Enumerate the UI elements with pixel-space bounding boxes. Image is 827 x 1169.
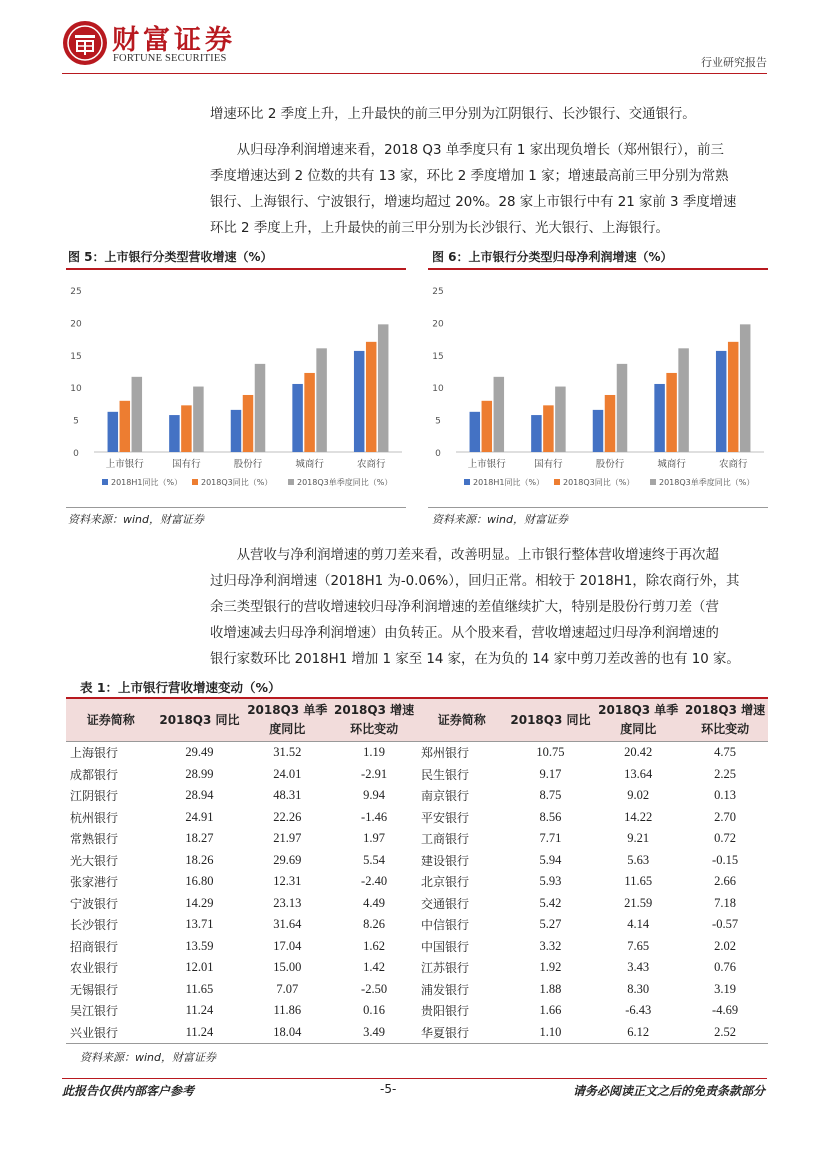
fig5-legend-label: 2018H1同比（%） [111,478,183,487]
value-cell: 28.94 [185,788,214,803]
figure-5-bottom-rule [66,507,406,508]
paragraph-line: 季度增速达到 2 位数的共有 13 家，环比 2 季度增加 1 家；增速最高前三甲分别为常熟 [210,169,729,184]
table-row [66,979,768,1001]
table-row [66,893,768,915]
fig6-legend-swatch [650,479,656,485]
value-cell: 1.92 [539,960,562,975]
value-cell: 3.49 [363,1024,385,1039]
fig6-bar [678,348,689,452]
value-cell: 5.63 [627,852,650,867]
value-cell: 48.31 [273,788,302,803]
bank-name-cell: 无锡银行 [70,982,119,997]
value-cell: 7.18 [714,895,736,910]
fig5-bar [255,364,266,452]
fig6-legend-label: 2018H1同比（%） [473,478,545,487]
value-cell: 10.75 [536,745,565,760]
value-cell: 4.49 [363,895,385,910]
fig5-y-tick-label: 25 [70,287,82,297]
paragraph-line: 增速环比 2 季度上升，上升最快的前三甲分别为江阴银行、长沙银行、交通银行。 [210,107,696,122]
value-cell: 2.52 [714,1024,736,1039]
value-cell: 3.32 [539,938,562,953]
value-cell: 16.80 [185,874,214,889]
fig5-bar [354,351,365,452]
value-cell: 0.16 [363,1003,385,1018]
paragraph-1 [210,102,760,128]
bank-name-cell: 成都银行 [70,767,119,782]
value-cell: 1.97 [363,831,385,846]
value-cell: 2.25 [714,766,736,781]
value-cell: 22.26 [273,809,302,824]
fig5-legend-swatch [288,479,294,485]
paragraph-2 [210,138,760,242]
fig6-bar [605,395,616,452]
figure-5-chart [66,272,406,502]
value-cell: 6.12 [627,1024,650,1039]
value-cell: 8.75 [539,788,562,803]
bank-name-cell: 光大银行 [70,853,119,868]
fig5-y-tick-label: 0 [73,449,79,459]
table-row [66,914,768,936]
paragraph-line: 余三类型银行的营收增速较归母净利润增速的差值继续扩大，特别是股份行剪刀差（营 [210,600,719,615]
value-cell: 11.24 [185,1024,214,1039]
value-cell: 13.59 [185,938,214,953]
fig5-category-label: 上市银行 [105,459,144,470]
value-cell: 5.42 [539,895,562,910]
value-cell: 17.04 [273,938,302,953]
table-row [66,1022,768,1044]
value-cell: 11.24 [185,1003,214,1018]
bank-name-cell: 平安银行 [420,810,469,825]
value-cell: -4.69 [712,1003,739,1018]
value-cell: 31.64 [273,917,302,932]
paragraph-line: 从营收与净利润增速的剪刀差来看，改善明显。上市银行整体营收增速终于再次超 [210,548,719,563]
value-cell: 29.49 [185,745,214,760]
figure-5-top-rule [66,268,406,270]
fig6-legend-swatch [464,479,470,485]
fig6-category-label: 城商行 [657,459,686,470]
value-cell: 8.56 [539,809,562,824]
report-type-label: 行业研究报告 [701,56,767,69]
bank-name-cell: 郑州银行 [420,746,469,761]
value-cell: 9.94 [363,788,385,803]
paragraph-line: 银行家数环比 2018H1 增加 1 家至 14 家，在为负的 14 家中剪刀差改善的也有 10 家。 [210,652,740,667]
value-cell: 4.75 [714,745,736,760]
fig6-legend-swatch [554,479,560,485]
paragraph-3 [210,543,760,673]
value-cell: -2.91 [361,766,388,781]
fig5-category-label: 农商行 [356,459,386,470]
fig6-y-tick-label: 10 [432,384,444,395]
value-cell: 3.19 [714,981,736,996]
fig5-bar [231,410,242,452]
fig5-bar [366,342,377,452]
value-cell: -1.46 [361,809,388,824]
fig5-bar [378,324,389,452]
table-row [66,785,768,807]
value-cell: 1.10 [539,1024,562,1039]
footer-notice: 请务必阅读正文之后的免责条款部分 [572,1084,765,1098]
paragraph-line: 环比 2 季度上升，上升最快的前三甲分别为长沙银行、光大银行、上海银行。 [210,221,669,236]
fig5-bar [304,373,315,452]
table-1-source: 资料来源：wind，财富证券 [80,1051,217,1064]
value-cell: 18.04 [273,1024,302,1039]
brand-name-cn: 财富证券 [112,25,236,56]
brand-name-en: FORTUNE SECURITIES [113,53,227,64]
value-cell: 21.97 [273,831,302,846]
paragraph-line: 银行、上海银行、宁波银行，增速均超过 20%。28 家上市银行中有 21 家前 3 季度增速 [210,195,737,210]
value-cell: 13.71 [185,917,214,932]
value-cell: 5.94 [539,852,562,867]
fig5-bar [193,387,204,452]
table-header-row [66,698,768,742]
value-cell: 5.27 [539,917,562,932]
bank-name-cell: 中信银行 [420,918,469,933]
table-row [66,936,768,958]
paragraph-line: 过归母净利润增速（2018H1 为-0.06%），回归正常。相较于 2018H1，除农商行外，其 [210,574,740,589]
fig6-bar [482,401,493,452]
table-row [66,871,768,893]
value-cell: 7.65 [627,938,650,953]
company-logo-icon [62,20,108,66]
fig5-y-tick-label: 5 [73,416,79,427]
bank-name-cell: 交通银行 [420,896,469,911]
bank-name-cell: 长沙银行 [70,918,119,933]
bank-name-cell: 华夏银行 [420,1025,469,1040]
value-cell: 1.66 [539,1003,562,1018]
fig5-bar [120,401,131,452]
fig5-legend-swatch [102,479,108,485]
value-cell: 5.54 [363,852,385,867]
value-cell: 7.71 [539,831,562,846]
fig5-bar [243,395,254,452]
fig6-bar [494,377,505,452]
value-cell: 0.72 [714,831,736,846]
value-cell: 15.00 [273,960,302,975]
value-cell: 4.14 [627,917,650,932]
table-row [66,828,768,850]
value-cell: 21.59 [624,895,653,910]
table-header-cell: 证券简称 [66,698,156,742]
bank-name-cell: 北京银行 [420,875,469,890]
value-cell: 3.43 [627,960,650,975]
paragraph-line: 收增速减去归母净利润增速）由负转正。从个股来看，营收增速超过归母净利润增速的 [210,626,719,641]
fig5-bar [108,412,119,452]
page-number: -5- [380,1082,397,1096]
table-row [66,807,768,829]
fig6-bar [728,342,739,452]
table-row [66,742,768,764]
fig5-bar [316,348,327,452]
value-cell: 1.19 [363,745,385,760]
bank-name-cell: 上海银行 [70,746,119,761]
bank-name-cell: 农业银行 [70,961,119,976]
header-divider [62,73,767,74]
fig6-y-tick-label: 20 [432,319,444,330]
value-cell: 7.07 [276,981,299,996]
footer-disclaimer: 此报告仅供内部客户参考 [62,1084,195,1098]
fig6-bar [617,364,628,452]
value-cell: 8.30 [627,981,650,996]
table-row [66,850,768,872]
bank-name-cell: 吴江银行 [70,1004,119,1019]
value-cell: 5.93 [539,874,562,889]
figure-5-title: 图 5：上市银行分类型营收增速（%） [68,250,273,264]
fig6-y-tick-label: 0 [435,449,441,459]
fig5-bar [132,377,143,452]
table-header-cell: 证券简称 [417,698,507,742]
bank-name-cell: 兴业银行 [70,1025,119,1040]
value-cell: 9.02 [627,788,650,803]
fig6-bar [555,387,566,452]
fig5-legend-label: 2018Q3单季度同比（%） [297,478,393,487]
value-cell: -2.40 [361,874,388,889]
bank-name-cell: 浦发银行 [420,982,469,997]
fig5-legend-swatch [192,479,198,485]
value-cell: 24.01 [273,766,302,781]
figure-6-chart [428,272,768,502]
value-cell: -0.15 [712,852,739,867]
value-cell: 8.26 [363,917,385,932]
table-header-cell: 2018Q3 增速环比变动 [682,698,768,742]
figure-6-top-rule [428,268,768,270]
value-cell: 1.88 [539,981,562,996]
data-table [66,697,768,1044]
value-cell: 18.26 [185,852,214,867]
value-cell: 2.70 [714,809,736,824]
value-cell: 2.02 [714,938,736,953]
table-row [66,1000,768,1022]
fig5-y-tick-label: 10 [70,384,82,395]
table-header-cell: 2018Q3 增速环比变动 [331,698,417,742]
fig6-category-label: 上市银行 [467,459,506,470]
figure-6-bottom-rule [428,507,768,508]
value-cell: 14.22 [624,809,653,824]
fig6-bar [666,373,677,452]
bank-name-cell: 江阴银行 [70,789,119,804]
footer-divider [62,1078,767,1079]
bank-name-cell: 张家港行 [70,875,119,890]
fig6-category-label: 股份行 [595,459,625,470]
paragraph-line: 从归母净利润增速来看，2018 Q3 单季度只有 1 家出现负增长（郑州银行），前三 [210,143,724,158]
value-cell: 20.42 [624,745,653,760]
table-header-cell: 2018Q3 同比 [507,698,595,742]
fig6-bar [740,324,751,452]
value-cell: -2.50 [361,981,388,996]
value-cell: 0.76 [714,960,736,975]
value-cell: 13.64 [624,766,653,781]
value-cell: 1.42 [363,960,385,975]
figure-5-source: 资料来源：wind，财富证券 [68,513,205,526]
table-1-title: 表 1：上市银行营收增速变动（%） [80,680,281,695]
bank-name-cell: 建设银行 [420,853,469,868]
fig6-bar [470,412,481,452]
fig5-legend-label: 2018Q3同比（%） [201,478,273,487]
bank-name-cell: 民生银行 [420,767,469,782]
bank-name-cell: 常熟银行 [70,832,119,847]
bank-name-cell: 南京银行 [420,789,469,804]
fig6-y-tick-label: 25 [432,287,444,297]
fig5-category-label: 国有行 [172,459,201,470]
value-cell: 1.62 [363,938,385,953]
bank-name-cell: 杭州银行 [70,810,119,825]
value-cell: 29.69 [273,852,302,867]
value-cell: 28.99 [185,766,214,781]
value-cell: 18.27 [185,831,214,846]
figure-6-source: 资料来源：wind，财富证券 [432,513,569,526]
fig5-bar [169,415,180,452]
bank-name-cell: 招商银行 [70,939,119,954]
value-cell: 9.21 [627,831,650,846]
fig6-bar [716,351,727,452]
table-header-cell: 2018Q3 单季度同比 [243,698,331,742]
fig6-bar [593,410,604,452]
table-row [66,764,768,786]
bank-name-cell: 宁波银行 [70,896,119,911]
value-cell: 11.65 [624,874,653,889]
table-header-cell: 2018Q3 同比 [156,698,244,742]
value-cell: 12.01 [185,960,214,975]
fig5-category-label: 城商行 [295,459,324,470]
value-cell: 31.52 [273,745,302,760]
fig5-y-tick-label: 15 [70,351,82,362]
bank-name-cell: 江苏银行 [420,961,469,976]
fig6-legend-label: 2018Q3同比（%） [563,478,635,487]
value-cell: 0.13 [714,788,736,803]
value-cell: -6.43 [625,1003,652,1018]
value-cell: 9.17 [539,766,562,781]
value-cell: -0.57 [712,917,739,932]
value-cell: 24.91 [185,809,214,824]
bank-name-cell: 中国银行 [420,939,469,954]
fig6-category-label: 国有行 [534,459,563,470]
fig5-y-tick-label: 20 [70,319,82,330]
value-cell: 2.66 [714,874,736,889]
fig6-legend-label: 2018Q3单季度同比（%） [659,478,755,487]
fig6-bar [654,384,665,452]
fig6-y-tick-label: 5 [435,416,441,427]
fig6-bar [531,415,542,452]
fig5-category-label: 股份行 [233,459,263,470]
value-cell: 11.86 [273,1003,302,1018]
fig6-bar [543,405,554,452]
table-row [66,957,768,979]
fig6-category-label: 农商行 [718,459,748,470]
figure-6-title: 图 6：上市银行分类型归母净利润增速（%） [432,250,673,264]
bank-name-cell: 工商银行 [420,832,469,847]
fig5-bar [181,405,192,452]
value-cell: 23.13 [273,895,302,910]
value-cell: 12.31 [273,874,302,889]
table-header-cell: 2018Q3 单季度同比 [594,698,682,742]
fig6-y-tick-label: 15 [432,351,444,362]
value-cell: 11.65 [185,981,214,996]
fig5-bar [292,384,303,452]
value-cell: 14.29 [185,895,214,910]
bank-name-cell: 贵阳银行 [420,1004,469,1019]
